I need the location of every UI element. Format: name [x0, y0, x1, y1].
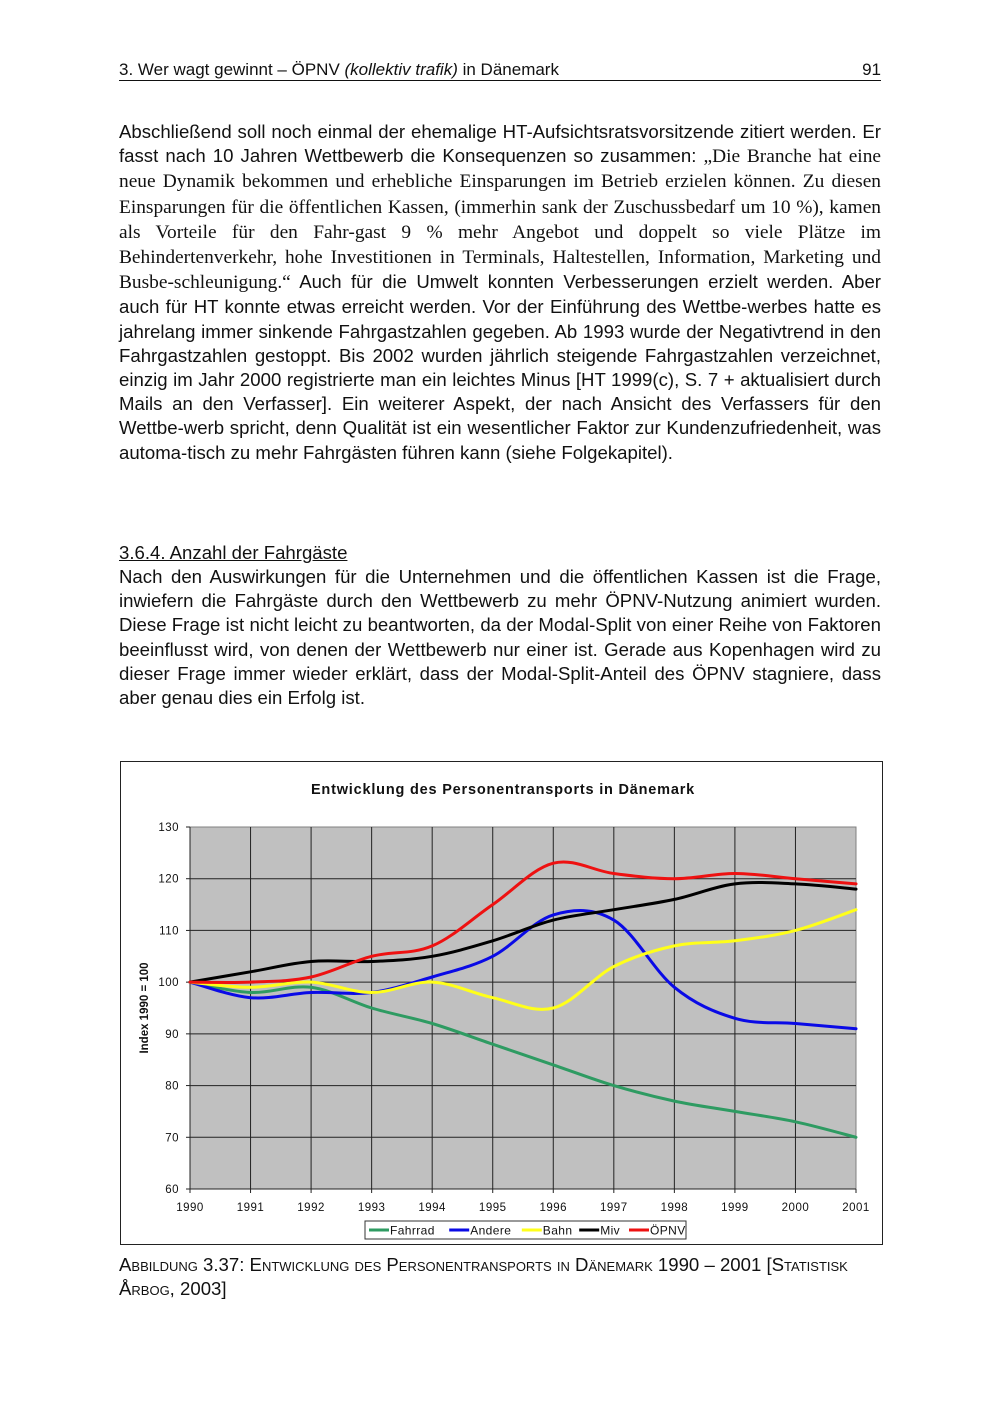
y-tick-label: 130 [158, 822, 179, 834]
y-tick-label: 110 [159, 925, 179, 938]
y-tick-label: 100 [158, 977, 179, 990]
legend-label: Bahn [542, 1223, 573, 1238]
paragraph-fahrgaeste: Nach den Auswirkungen für die Unternehmen und die öffentlichen Kassen ist die Frage, inwiefern die Fahrgäste durch den Wettbewerb zu mehr ÖPNV-Nutzung animiert wurden. Diese Frage ist nicht leicht zu beantworten, da der Modal-Split von einer Reihe von Faktoren beeinflusst wird, von denen der Wettbewerb nur einer ist. Gerade aus Kopenhagen wird zu dieser Frage immer wieder erklärt, dass der Modal-Split-Anteil des ÖPNV stagniere, dass aber genau dies ein Erfolg ist. [119, 566, 881, 709]
chart-title: Entwicklung des Personentransports in Dänemark [310, 782, 696, 798]
figure-caption [119, 1253, 889, 1301]
x-tick-label: 1999 [721, 1202, 749, 1214]
x-tick-label: 1990 [176, 1202, 204, 1214]
page-number: 91 [862, 60, 881, 79]
y-axis-label: Index 1990 = 100 [139, 962, 151, 1054]
y-tick-label: 90 [165, 1028, 179, 1041]
y-tick-label: 60 [165, 1184, 179, 1196]
x-tick-label: 2001 [842, 1202, 870, 1214]
header-title-italic: (kollektiv trafik) [344, 60, 458, 79]
x-tick-label: 1997 [600, 1202, 628, 1214]
legend-label: ÖPNV [650, 1223, 686, 1238]
x-tick-label: 1992 [297, 1202, 325, 1214]
running-header-title [119, 60, 559, 80]
paragraph1-intro: Abschließend soll noch einmal der ehemalige HT-Aufsichtsratsvorsitzende zitiert werden. Er fasst nach 10 Jahren Wettbewerb die Konsequenzen so zusammen: [119, 121, 881, 167]
x-tick-label: 1994 [418, 1202, 446, 1214]
header-title-suffix: in Dänemark [457, 60, 559, 79]
chart-figure [120, 761, 883, 1245]
x-tick-label: 1998 [660, 1202, 689, 1214]
paragraph1-rest: Auch für die Umwelt konnten Verbesserungen erzielt werden. Aber auch für HT konnte etwas erreicht werden. Vor der Einführung des Wettbe-werbes hatte es jahrelang immer sinkende Fahrgastzahlen gegeben. Ab 1993 wurde der Negativtrend in den Fahrgastzahlen gestoppt. Bis 2002 wurden jährlich steigende Fahrgastzahlen verzeichnet, einzig im Jahr 2000 registrierte man ein leichtes Minus [HT 1999(c), S. 7 + aktualisiert durch Mails an den Verfasser]. Ein weiterer Aspekt, der nach Ansicht des Verfassers für den Wettbe-werb spricht, denn Qualität ist ein wesentlicher Faktor zur Kundenzufriedenheit, was automa-tisch zu mehr Fahrgästen führen kann (siehe Folgekapitel). [119, 271, 881, 463]
running-header [119, 60, 881, 81]
x-tick-label: 1991 [236, 1202, 265, 1214]
y-tick-label: 120 [158, 873, 179, 886]
paragraph1-quote: „Die Branche hat eine neue Dynamik bekommen und erhebliche Einsparungen im Betrieb erzielen können. Zu diesen Einsparungen für die öffentlichen Kassen, (immerhin sank der Zuschussbedarf um 10 %), kamen als Vorteile für den Fahr-gast 9 % mehr Angebot und doppelt so viele Plätze im Behindertenverkehr, hohe Investitionen in Terminals, Haltestellen, Information, Marketing und Busbe-schleunigung.“ [119, 146, 881, 294]
header-title-prefix: 3. Wer wagt gewinnt – ÖPNV [119, 60, 345, 79]
x-tick-label: 1996 [539, 1202, 568, 1214]
caption-text: Abbildung 3.37: Entwicklung des Personentransports in Dänemark 1990 – 2001 [Statistisk Årbog, 2003] [119, 1254, 848, 1299]
y-tick-label: 70 [165, 1132, 179, 1145]
legend-label: Miv [600, 1223, 621, 1238]
x-tick-label: 1995 [478, 1202, 507, 1214]
y-tick-label: 80 [165, 1080, 179, 1093]
line-chart [121, 762, 884, 1246]
x-tick-label: 1993 [357, 1202, 386, 1214]
legend-label: Andere [470, 1223, 512, 1238]
paragraph-quote-ht [119, 120, 881, 465]
section-heading: 3.6.4. Anzahl der Fahrgäste [119, 542, 348, 563]
x-tick-label: 2000 [781, 1202, 810, 1214]
legend-label: Fahrrad [390, 1223, 435, 1238]
